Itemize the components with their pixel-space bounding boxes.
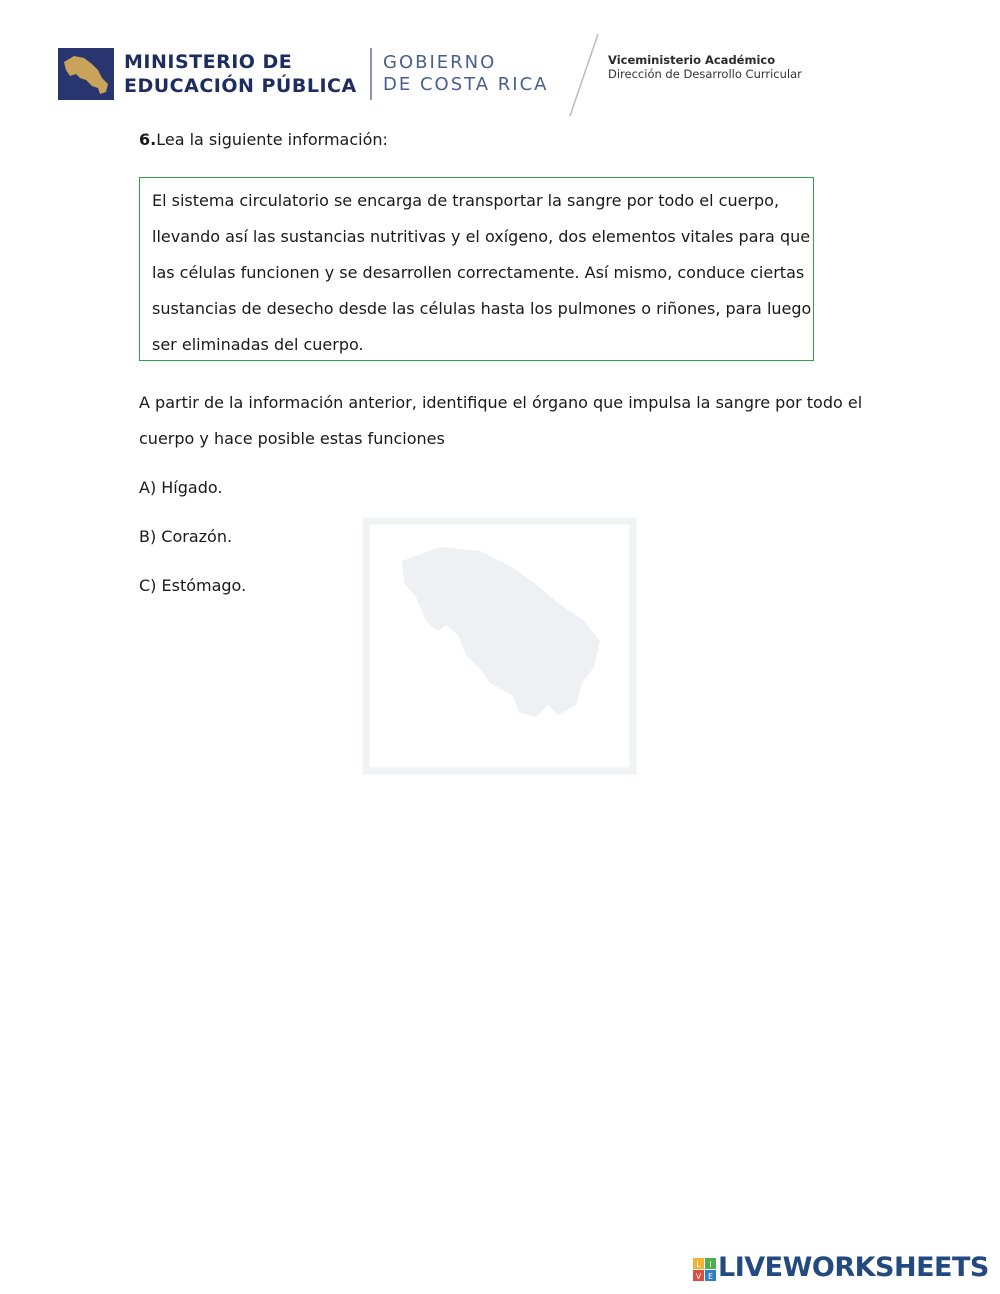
document-header: [0, 0, 1000, 120]
info-line: ser eliminadas del cuerpo.: [152, 335, 364, 354]
liveworksheets-logo[interactable]: LIVEWORKSHEETS: [718, 1252, 989, 1283]
info-text: [152, 183, 812, 363]
prompt-line: cuerpo y hace posible estas funciones: [139, 429, 445, 448]
gov-line-2: DE COSTA RICA: [383, 74, 549, 95]
question-instruction: Lea la siguiente información:: [156, 130, 388, 149]
ministry-line-2: EDUCACIÓN PÚBLICA: [124, 75, 357, 97]
liveworksheets-badge-icon: [693, 1258, 717, 1282]
question-number: 6.: [139, 130, 157, 149]
badge-letter: V: [695, 1272, 702, 1281]
header-slash-divider: [0, 0, 1000, 120]
badge-letter: E: [707, 1272, 714, 1281]
info-line: las células funcionen y se desarrollen correctamente. Así mismo, conduce ciertas: [152, 263, 805, 282]
option-c[interactable]: C) Estómago.: [139, 576, 247, 595]
gov-line-1: GOBIERNO: [383, 52, 497, 73]
question-heading: [139, 130, 388, 149]
info-line: llevando así las sustancias nutritivas y el oxígeno, dos elementos vitales para que: [152, 227, 811, 246]
vice-ministry-subtitle: Dirección de Desarrollo Curricular: [608, 67, 802, 81]
option-a[interactable]: A) Hígado.: [139, 478, 223, 497]
info-box: [139, 177, 814, 361]
badge-letter: I: [709, 1260, 712, 1269]
badge-letter: L: [696, 1260, 701, 1269]
costa-rica-watermark: [362, 517, 637, 775]
info-line: El sistema circulatorio se encarga de transportar la sangre por todo el cuerpo,: [152, 191, 780, 210]
prompt-line: A partir de la información anterior, identifique el órgano que impulsa la sangre por todo el: [139, 393, 863, 412]
vice-ministry-title: Viceministerio Académico: [608, 53, 776, 67]
info-line: sustancias de desecho desde las células hasta los pulmones o riñones, para luego: [152, 299, 812, 318]
option-b[interactable]: B) Corazón.: [139, 527, 233, 546]
question-prompt: [139, 385, 869, 457]
ministry-line-1: MINISTERIO DE: [124, 51, 293, 73]
